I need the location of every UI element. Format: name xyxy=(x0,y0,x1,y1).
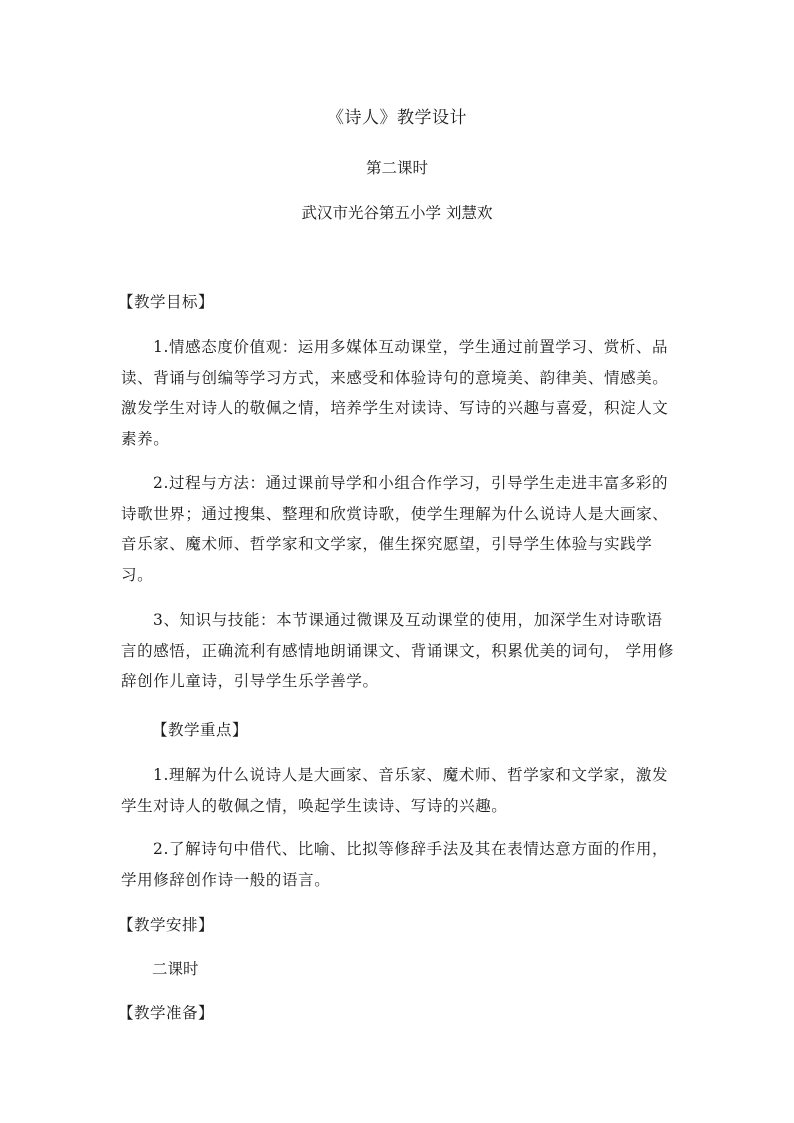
arrangement-content: 二课时 xyxy=(152,960,199,978)
lesson-subtitle: 第二课时 xyxy=(365,159,428,177)
objective-paragraph-3: 3、知识与技能：本节课通过微课及互动课堂的使用，加深学生对诗歌语言的感悟，正确流利有感情地朗诵课文、背诵课文，积累优美的词句， 学用修辞创作儿童诗，引导学生乐学善学。 xyxy=(121,611,674,690)
objective-paragraph-2: 2.过程与方法：通过课前导学和小组合作学习，引导学生走进丰富多彩的诗歌世界；通过搜集、整理和欣赏诗歌，使学生理解为什么说诗人是大画家、音乐家、魔术师、哲学家和文学家，催生探究愿望，引导学生体验与实践学习。 xyxy=(121,474,669,584)
objectives-heading: 【教学目标】 xyxy=(118,293,215,311)
objective-paragraph-1: 1.情感态度价值观：运用多媒体互动课堂，学生通过前置学习、赏析、品读、背诵与创编等学习方式，来感受和体验诗句的意境美、韵律美、情感美。激发学生对诗人的敬佩之情，培养学生对读诗、写诗的兴趣与喜爱，积淀人文素养。 xyxy=(121,338,669,448)
arrangement-heading: 【教学安排】 xyxy=(118,916,215,934)
key-points-heading: 【教学重点】 xyxy=(152,721,249,739)
preparation-heading: 【教学准备】 xyxy=(118,1004,215,1022)
key-point-paragraph-1: 1.理解为什么说诗人是大画家、音乐家、魔术师、哲学家和文学家，激发学生对诗人的敬佩之情，唤起学生读诗、写诗的兴趣。 xyxy=(121,766,669,815)
author-line: 武汉市光谷第五小学 刘慧欢 xyxy=(301,204,493,222)
page-title: 《诗人》教学设计 xyxy=(327,108,467,128)
key-point-paragraph-2: 2.了解诗句中借代、比喻、比拟等修辞手法及其在表情达意方面的作用，学用修辞创作诗一般的语言。 xyxy=(121,840,669,889)
